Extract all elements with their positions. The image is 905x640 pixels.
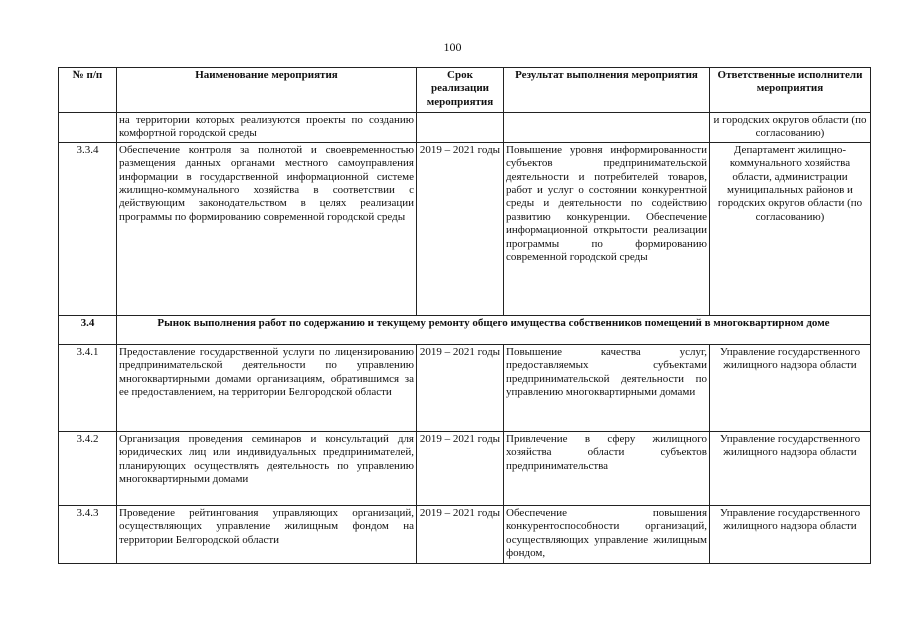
row-name: Обеспечение контроля за полнотой и своевременностью размещения данных органами местного самоуправления информации в государственной информационной системе жилищно-коммунального хозяйства в соответствии с действующим законодательством в целях реализации программы по формированию современной городской среды (117, 142, 417, 315)
table-row (59, 142, 871, 315)
section-num: 3.4 (59, 315, 117, 344)
row-name: Проведение рейтингования управляющих организаций, осуществляющих управление жилищным фондом на территории Белгородской области (117, 505, 417, 563)
row-result (504, 113, 710, 143)
row-term: 2019 – 2021 годы (417, 505, 504, 563)
header-term: Срок реализации мероприятия (417, 68, 504, 113)
row-responsible: Управление государственного жилищного надзора области (710, 505, 871, 563)
row-name: Организация проведения семинаров и консультаций для юридических лиц или индивидуальных предпринимателей, планирующих осуществлять деятельность по управлению многоквартирными домами (117, 431, 417, 505)
row-name: Предоставление государственной услуги по лицензированию предпринимательской деятельности по управлению многоквартирными домами организациям, обратившимся за ее предоставлением, на территории Белгородской области (117, 344, 417, 431)
row-responsible: Управление государственного жилищного надзора области (710, 431, 871, 505)
row-result: Обеспечение повышения конкурентоспособности организаций, осуществляющих управление жилищным фондом, (504, 505, 710, 563)
table-row (59, 113, 871, 143)
header-responsible: Ответственные исполнители мероприятия (710, 68, 871, 113)
measures-table (58, 67, 871, 564)
section-row (59, 315, 871, 344)
row-num: 3.3.4 (59, 142, 117, 315)
row-result: Привлечение в сферу жилищного хозяйства области субъектов предпринимательства (504, 431, 710, 505)
row-responsible: Управление государственного жилищного надзора области (710, 344, 871, 431)
section-title: Рынок выполнения работ по содержанию и текущему ремонту общего имущества собственников помещений в многоквартирном доме (117, 315, 871, 344)
table-row (59, 344, 871, 431)
page-number: 100 (443, 40, 462, 54)
row-responsible: Департамент жилищно-коммунального хозяйства области, администрации муниципальных районов и городских округов области (по согласованию) (710, 142, 871, 315)
header-num: № п/п (59, 68, 117, 113)
row-term: 2019 – 2021 годы (417, 344, 504, 431)
header-name: Наименование мероприятия (117, 68, 417, 113)
row-num (59, 113, 117, 143)
row-num: 3.4.3 (59, 505, 117, 563)
table-row (59, 431, 871, 505)
row-result: Повышение уровня информированности субъектов предпринимательской деятельности и потребителей товаров, работ и услуг о состоянии конкурентной среды и деятельности по содействию развитию конкуренции. Обеспечение информационной открытости реализации программы по формированию современной городской среды (504, 142, 710, 315)
row-responsible: и городских округов области (по согласованию) (710, 113, 871, 143)
header-result: Результат выполнения мероприятия (504, 68, 710, 113)
table-header-row (59, 68, 871, 113)
row-result: Повышение качества услуг, предоставляемых субъектами предпринимательской деятельности по управлению многоквартирными домами (504, 344, 710, 431)
row-name: на территории которых реализуются проекты по созданию комфортной городской среды (117, 113, 417, 143)
table-row (59, 505, 871, 563)
row-term: 2019 – 2021 годы (417, 431, 504, 505)
row-num: 3.4.1 (59, 344, 117, 431)
row-term: 2019 – 2021 годы (417, 142, 504, 315)
row-num: 3.4.2 (59, 431, 117, 505)
row-term (417, 113, 504, 143)
